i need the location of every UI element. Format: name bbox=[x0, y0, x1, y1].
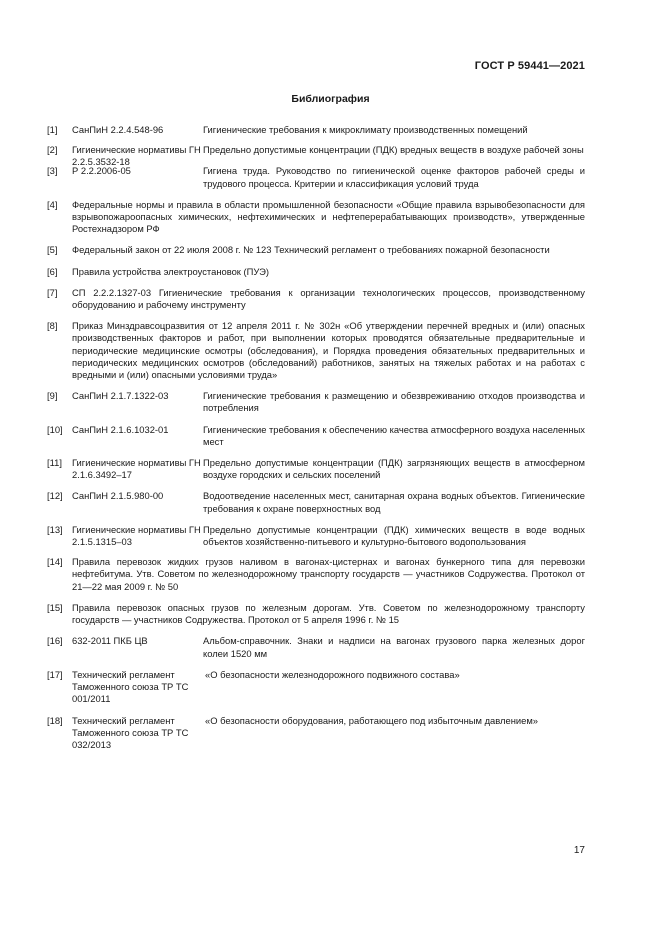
bibliography-entry bbox=[47, 144, 585, 168]
bibliography-entry bbox=[47, 635, 585, 659]
entry-number: [14] bbox=[47, 556, 63, 568]
entry-code: Гигиенические нормативы ГН 2.1.6.3492–17 bbox=[72, 457, 201, 481]
bibliography-entry bbox=[47, 124, 585, 136]
entry-text: СП 2.2.2.1327-03 Гигиенические требования к организации технологических процессов, производственному оборудованию и рабочему инструменту bbox=[72, 286, 585, 311]
bibliography-entry bbox=[47, 715, 585, 752]
bibliography-entry bbox=[47, 457, 585, 481]
entry-text: Предельно допустимые концентрации (ПДК) вредных веществ в воздухе рабочей зоны bbox=[203, 144, 584, 156]
entry-number: [9] bbox=[47, 390, 58, 402]
entry-code: СанПиН 2.1.6.1032-01 bbox=[72, 423, 169, 435]
entry-number: [6] bbox=[47, 265, 58, 277]
entry-text: Предельно допустимые концентрации (ПДК) загрязняющих веществ в атмосферном воздухе городских и сельских поселений bbox=[203, 457, 585, 481]
entry-text: «О безопасности оборудования, работающего под избыточным давлением» bbox=[205, 714, 538, 726]
bibliography-entry bbox=[47, 524, 585, 548]
entry-text: Предельно допустимые концентрации (ПДК) химических веществ в воде водных объектов хозяйственно-питьевого и культурно-бытового водопользования bbox=[203, 523, 585, 548]
entry-code: Технический регламент Таможенного союза ТР ТС 032/2013 bbox=[72, 714, 189, 751]
entry-text: Водоотведение населенных мест, санитарная охрана водных объектов. Гигиенические требования к охране поверхностных вод bbox=[203, 490, 585, 514]
entry-number: [5] bbox=[47, 244, 58, 256]
bibliography-entry bbox=[47, 287, 585, 311]
entry-code: СанПиН 2.2.4.548-96 bbox=[72, 124, 164, 135]
entry-code: Гигиенические нормативы ГН 2.1.5.1315–03 bbox=[72, 523, 201, 548]
entry-number: [16] bbox=[47, 635, 63, 647]
entry-code: Гигиенические нормативы ГН 2.2.5.3532-18 bbox=[72, 144, 201, 168]
entry-number: [11] bbox=[47, 457, 62, 469]
entry-text: Правила устройства электроустановок (ПУЭ) bbox=[72, 265, 269, 277]
entry-code: СанПиН 2.1.5.980-00 bbox=[72, 490, 164, 502]
entry-number: [15] bbox=[47, 601, 63, 613]
entry-text: Гигиенические требования к микроклимату производственных помещений bbox=[203, 124, 528, 135]
bibliography-list bbox=[47, 124, 585, 752]
entry-text: Гигиенические требования к обеспечению качества атмосферного воздуха населенных мест bbox=[203, 423, 585, 447]
bibliography-entry bbox=[47, 320, 585, 381]
entry-text: «О безопасности железнодорожного подвижного состава» bbox=[205, 668, 460, 680]
bibliography-entry bbox=[47, 199, 585, 236]
entry-number: [10] bbox=[47, 423, 63, 435]
entry-text: Правила перевозок жидких грузов наливом в вагонах-цистернах и вагонах бункерного типа для перевозки нефтебитума. Утв. Советом по железнодорожному транспорту государств — участников Содружества. Протокол от 21—22 мая 2009 г. № 50 bbox=[72, 556, 585, 592]
bibliography-entry bbox=[47, 165, 585, 189]
entry-number: [2] bbox=[47, 144, 58, 156]
bibliography-entry bbox=[47, 669, 585, 706]
bibliography-entry bbox=[47, 490, 585, 514]
entry-number: [12] bbox=[47, 490, 63, 502]
entry-number: [17] bbox=[47, 668, 63, 680]
entry-number: [13] bbox=[47, 523, 63, 535]
entry-code: СанПиН 2.1.7.1322-03 bbox=[72, 390, 169, 402]
entry-code: 632-2011 ПКБ ЦВ bbox=[72, 635, 148, 647]
bibliography-entry bbox=[47, 424, 585, 448]
entry-text: Альбом-справочник. Знаки и надписи на вагонах грузового парка железных дорог колеи 1520 мм bbox=[203, 635, 585, 659]
bibliography-entry bbox=[47, 556, 585, 593]
entry-text: Гигиенические требования к размещению и обезвреживанию отходов производства и потребления bbox=[203, 390, 585, 414]
page-title: Библиография bbox=[291, 93, 370, 105]
entry-number: [3] bbox=[47, 165, 58, 177]
entry-code: Технический регламент Таможенного союза ТР ТС 001/2011 bbox=[72, 668, 189, 705]
entry-text: Правила перевозок опасных грузов по железным дорогам. Утв. Советом по железнодорожному транспорту государств — участников Содружества. Протокол от 5 апреля 1996 г. № 15 bbox=[72, 601, 585, 626]
page-number: 17 bbox=[573, 845, 585, 856]
entry-number: [8] bbox=[47, 320, 58, 332]
entry-text: Федеральный закон от 22 июля 2008 г. № 123 Технический регламент о требованиях пожарной безопасности bbox=[72, 244, 550, 256]
entry-text: Приказ Минздравсоцразвития от 12 апреля 2011 г. № 302н «Об утверждении перечней вредных и (или) опасных производственных факторов и работ, при выполнении которых проводятся обязательные предварительные и периодические медицинские осмотры (обследования), и Порядка проведения обязательных предварительных и периодических медицинских осмотров (обследований) работников, занятых на тяжелых работах и на работах с вредными и (или) опасными условиями труда» bbox=[72, 320, 585, 381]
bibliography-entry bbox=[47, 244, 585, 256]
entry-number: [1] bbox=[47, 124, 58, 135]
standard-designation: ГОСТ Р 59441—2021 bbox=[474, 60, 585, 72]
entry-text: Федеральные нормы и правила в области промышленной безопасности «Общие правила взрывобезопасности для взрывопожароопасных химических, нефтехимических и нефтеперерабатывающих производств», утвержденные Ростехнадзором РФ bbox=[72, 198, 585, 235]
bibliography-entry bbox=[47, 390, 585, 414]
entry-text: Гигиена труда. Руководство по гигиенической оценке факторов рабочей среды и трудового процесса. Критерии и классификация условий труда bbox=[203, 165, 585, 189]
bibliography-entry bbox=[47, 266, 585, 278]
entry-number: [4] bbox=[47, 198, 58, 210]
bibliography-entry bbox=[47, 602, 585, 626]
entry-number: [18] bbox=[47, 714, 63, 726]
entry-code: Р 2.2.2006-05 bbox=[72, 165, 131, 177]
entry-number: [7] bbox=[47, 286, 58, 298]
